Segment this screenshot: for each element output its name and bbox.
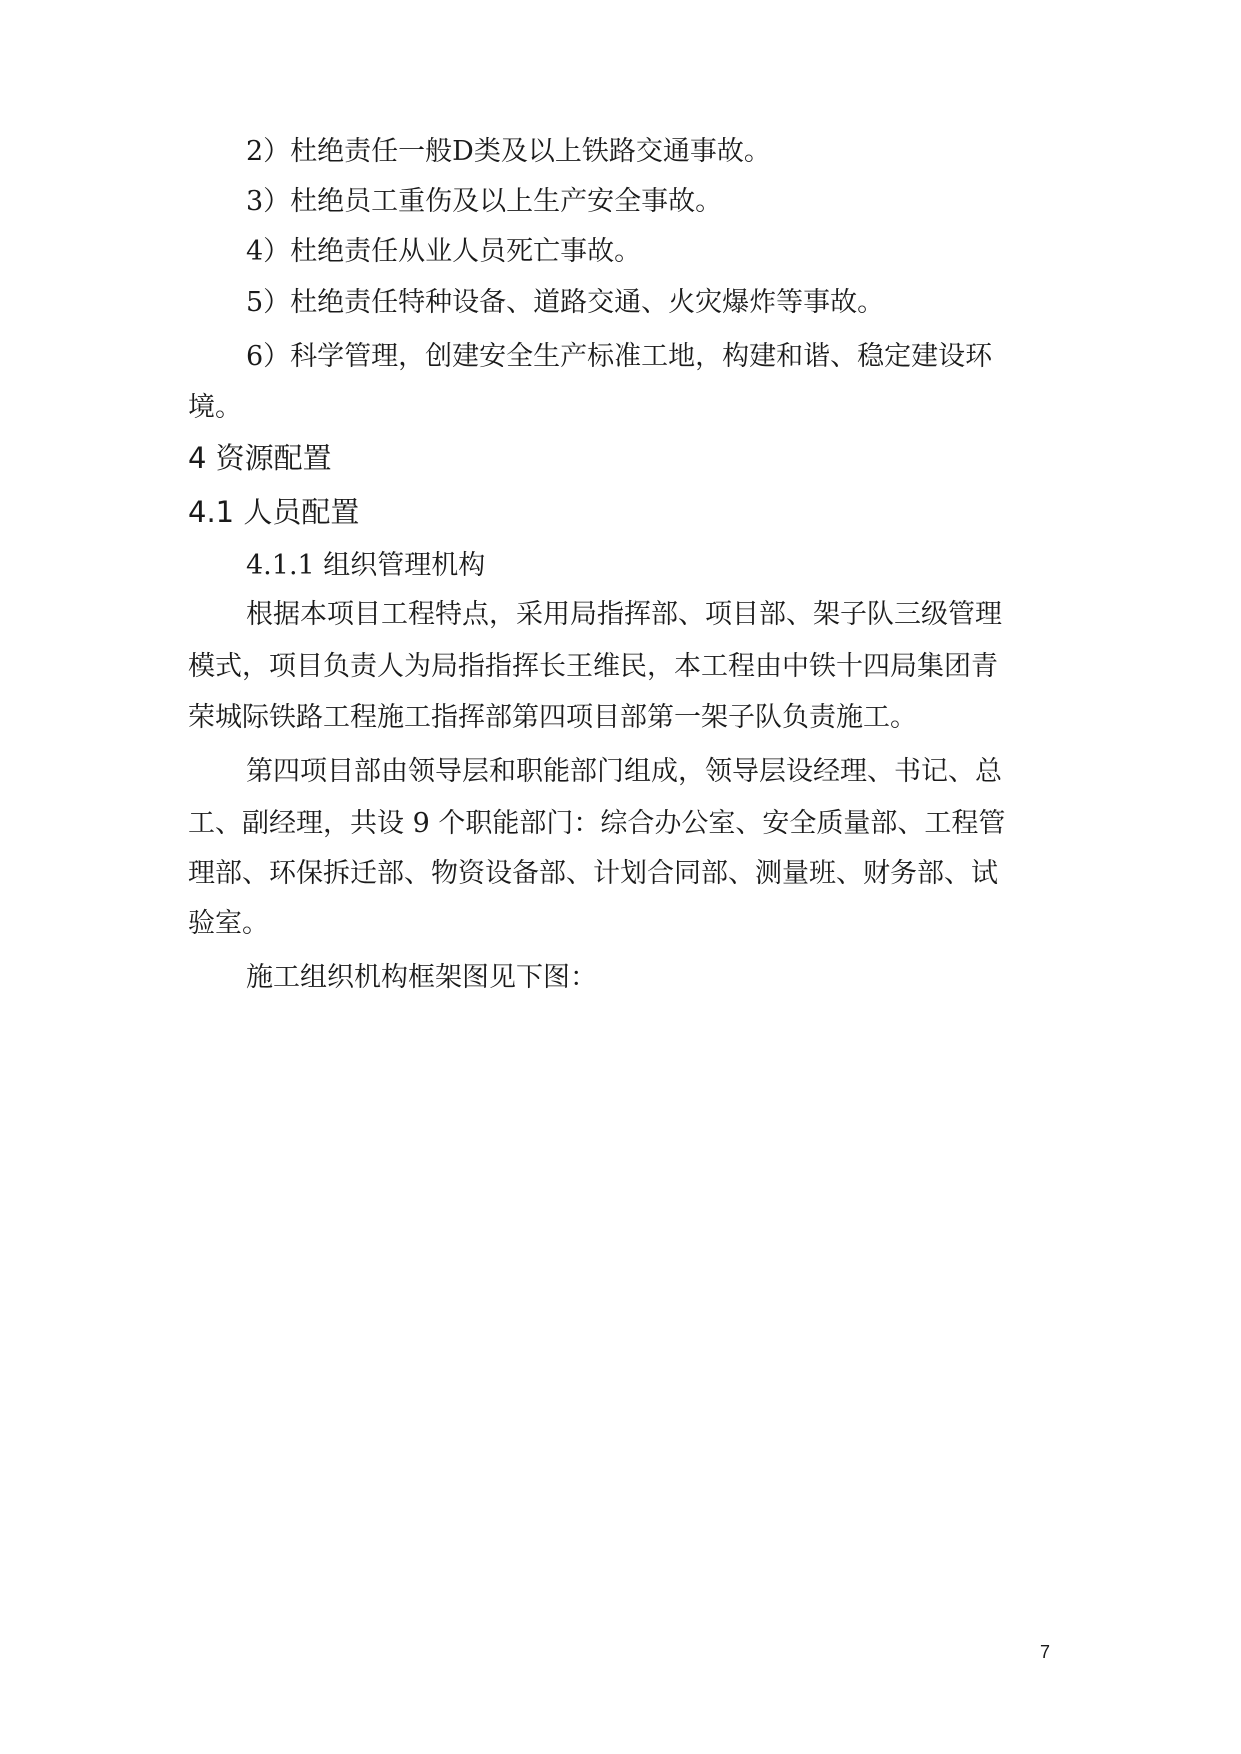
list-item-2: 2）杜绝责任一般D类及以上铁路交通事故。: [246, 136, 771, 167]
paragraph-1-line: 模式，项目负责人为局指指挥长王维民，本工程由中铁十四局集团青: [188, 651, 998, 682]
paragraph-2-line: 工、副经理，共设 9 个职能部门：综合办公室、安全质量部、工程管: [188, 808, 1006, 839]
list-item-3: 3）杜绝员工重伤及以上生产安全事故。: [246, 186, 723, 217]
list-item-6-continuation: 境。: [188, 392, 242, 423]
list-item-5: 5）杜绝责任特种设备、道路交通、火灾爆炸等事故。: [246, 287, 885, 318]
paragraph-2-line: 理部、环保拆迁部、物资设备部、计划合同部、测量班、财务部、试: [188, 858, 998, 889]
paragraph-1-line: 根据本项目工程特点，采用局指挥部、项目部、架子队三级管理: [246, 599, 1002, 630]
paragraph-1-line: 荣城际铁路工程施工指挥部第四项目部第一架子队负责施工。: [188, 702, 917, 733]
list-item-6: 6）科学管理，创建安全生产标准工地，构建和谐、稳定建设环: [246, 341, 993, 372]
paragraph-2-line: 第四项目部由领导层和职能部门组成，领导层设经理、书记、总: [246, 756, 1002, 787]
list-item-4: 4）杜绝责任从业人员死亡事故。: [246, 236, 642, 267]
section-heading: 4 资源配置: [188, 441, 332, 475]
subsubsection-heading: 4.1.1 组织管理机构: [246, 550, 486, 581]
paragraph-2-line: 验室。: [188, 908, 269, 939]
subsection-heading: 4.1 人员配置: [188, 495, 360, 529]
page-number: 7: [1040, 1642, 1051, 1662]
paragraph-3: 施工组织机构框架图见下图：: [246, 962, 597, 993]
